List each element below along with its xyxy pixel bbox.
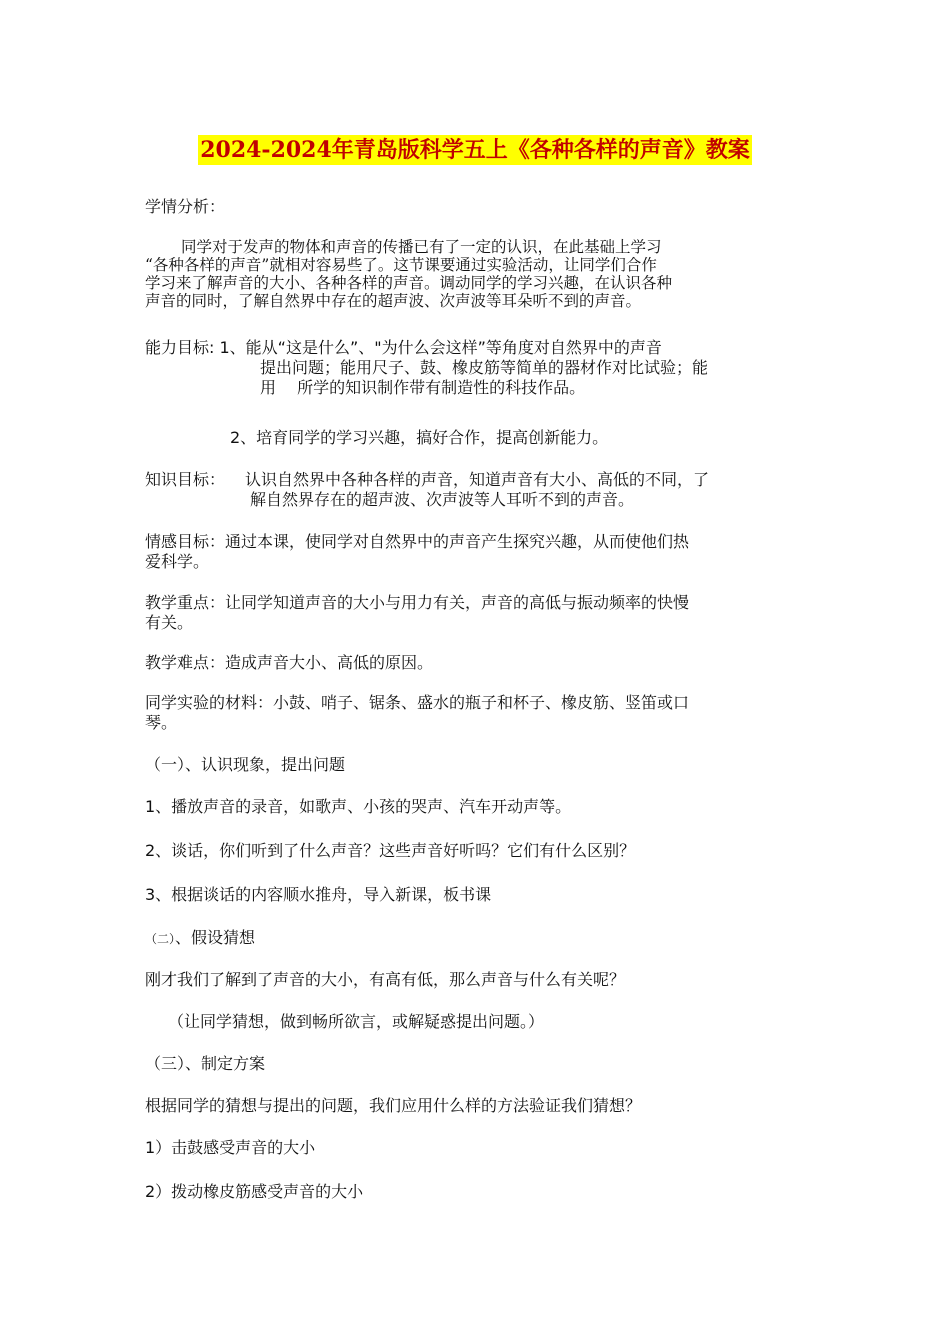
section-3-intro: 根据同学的猜想与提出的问题，我们应用什么样的方法验证我们猜想？ xyxy=(145,1096,642,1115)
experiment-materials xyxy=(145,693,805,733)
section-3-heading: （三）、制定方案 xyxy=(145,1054,266,1073)
teaching-key xyxy=(145,593,805,633)
teaching-difficulty: 教学难点：造成声音大小、高低的原因。 xyxy=(145,653,434,672)
ability-goal xyxy=(145,338,805,398)
section-2-question: 刚才我们了解到了声音的大小，有高有低，那么声音与什么有关呢？ xyxy=(145,970,626,989)
analysis-line: 学习来了解声音的大小、各种各样的声音。调动同学的学习兴趣，在认识各种 xyxy=(145,274,673,292)
document-title: 2024-2024年青岛版科学五上《各种各样的声音》教案 xyxy=(200,137,750,163)
section-3-item: 1）击鼓感受声音的大小 xyxy=(145,1138,316,1157)
materials-line: 同学实验的材料：小鼓、哨子、锯条、盛水的瓶子和杯子、橡皮筋、竖笛或口 xyxy=(145,693,690,712)
emotion-line: 情感目标：通过本课，使同学对自然界中的声音产生探究兴趣，从而使他们热 xyxy=(145,532,690,551)
ability-line: 用 所学的知识制作带有制造性的科技作品。 xyxy=(260,378,586,397)
ability-line: 提出问题；能用尺子、鼓、橡皮筋等简单的器材作对比试验；能 xyxy=(260,358,709,377)
ability-item-2: 2、培育同学的学习兴趣，搞好合作，提高创新能力。 xyxy=(230,428,609,447)
knowledge-label: 知识目标： xyxy=(145,470,226,489)
section-1-item: 1、播放声音的录音，如歌声、小孩的哭声、汽车开动声等。 xyxy=(145,797,572,816)
section-2-prefix: （二） xyxy=(145,932,176,946)
knowledge-line: 解自然界存在的超声波、次声波等人耳听不到的声音。 xyxy=(250,490,635,509)
analysis-label: 学情分析： xyxy=(145,197,226,216)
title-container xyxy=(0,135,950,165)
section-3-item: 2）拨动橡皮筋感受声音的大小 xyxy=(145,1182,364,1201)
knowledge-line xyxy=(145,470,805,490)
section-1-item: 3、根据谈话的内容顺水推舟，导入新课，板书课 xyxy=(145,885,492,904)
section-1-heading: （一）、认识现象，提出问题 xyxy=(145,755,346,774)
ability-label: 能力目标: 1、 xyxy=(145,338,246,357)
section-2-heading xyxy=(145,928,805,949)
analysis-line: 声音的同时，了解自然界中存在的超声波、次声波等耳朵听不到的声音。 xyxy=(145,292,642,310)
knowledge-text: 认识自然界中各种各样的声音，知道声音有大小、高低的不同，了 xyxy=(245,470,710,489)
ability-line xyxy=(145,338,805,358)
teaching-key-line: 有关。 xyxy=(145,613,194,632)
materials-line: 琴。 xyxy=(145,713,178,732)
analysis-line: 同学对于发声的物体和声音的传播已有了一定的认识，在此基础上学习 xyxy=(181,238,662,256)
analysis-paragraph xyxy=(145,238,805,310)
knowledge-goal xyxy=(145,470,805,510)
section-2-suffix: 、假设猜想 xyxy=(175,928,256,947)
analysis-line: “各种各样的声音”就相对容易些了。这节课要通过实验活动，让同学们合作 xyxy=(145,256,657,274)
section-1-item: 2、谈话，你们听到了什么声音？这些声音好听吗？它们有什么区别？ xyxy=(145,841,636,860)
section-2-note: （让同学猜想，做到畅所欲言，或解疑惑提出问题。） xyxy=(168,1012,545,1031)
teaching-key-line: 教学重点：让同学知道声音的大小与用力有关，声音的高低与振动频率的快慢 xyxy=(145,593,690,612)
ability-text: 能从“这是什么”、"为什么会这样”等角度对自然界中的声音 xyxy=(245,338,662,357)
emotion-goal xyxy=(145,532,805,572)
emotion-line: 爱科学。 xyxy=(145,552,210,571)
